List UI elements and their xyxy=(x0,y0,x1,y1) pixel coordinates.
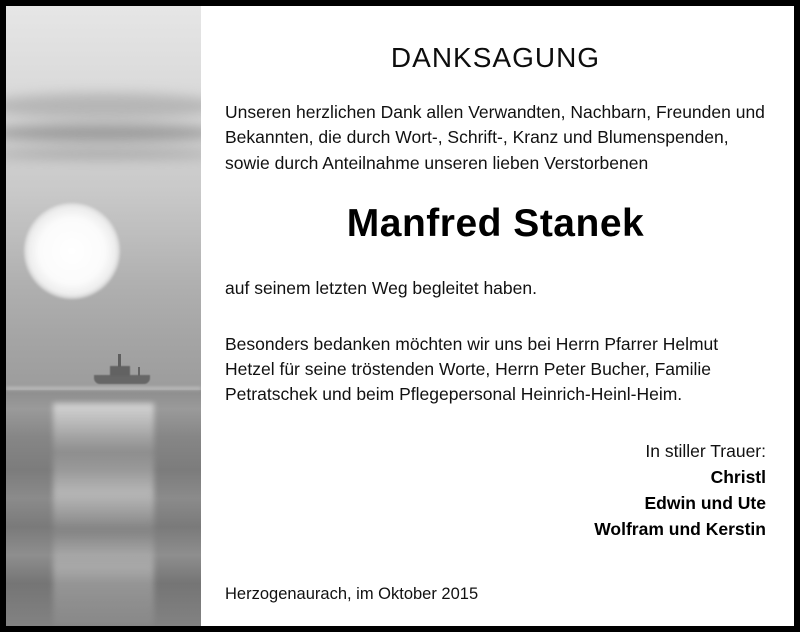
water-reflection xyxy=(53,403,154,626)
mourner-name: Edwin und Ute xyxy=(644,493,766,514)
ship-icon xyxy=(94,354,150,384)
deceased-name: Manfred Stanek xyxy=(346,202,645,246)
sky-gradient xyxy=(6,6,201,390)
cloud-band-icon xyxy=(6,93,201,119)
mourner-name: Christl xyxy=(710,466,766,487)
page-title: DANKSAGUNG xyxy=(390,42,601,73)
spacer xyxy=(225,314,766,332)
thanks-paragraph: Unseren herzlichen Dank allen Verwandten, Nachbarn, Freunden und Bekannten, die durch Wort-, Schrift-, Kranz und Blumenspenden, sowie durch Anteilnahme unseren lieben Verstorbenen xyxy=(225,102,765,173)
sunset-sea-photo xyxy=(6,6,201,626)
notice-text-column xyxy=(201,6,794,626)
mourning-lead: In stiller Trauer: xyxy=(645,440,766,461)
sun-icon xyxy=(24,203,120,299)
horizon-line xyxy=(6,387,201,390)
cloud-band-icon xyxy=(6,124,201,142)
ship-mast-rear xyxy=(138,367,140,376)
mourner-name: Wolfram und Kerstin xyxy=(594,519,766,540)
ship-cabin xyxy=(110,366,130,376)
mourners-block xyxy=(225,438,766,543)
place-and-date: Herzogenaurach, im Oktober 2015 xyxy=(225,585,479,603)
cloud-band-icon xyxy=(6,149,201,159)
closing-line: auf seinem letzten Weg begleitet haben. xyxy=(225,278,537,299)
ship-hull xyxy=(94,375,150,384)
special-thanks-paragraph: Besonders bedanken möchten wir uns bei Herrn Pfarrer Helmut Hetzel für seine tröstenden Worte, Herrn Peter Bucher, Familie Petratschek und beim Pflegepersonal Heinrich-Heinl-Heim. xyxy=(225,333,719,405)
ship-mast xyxy=(118,354,121,367)
